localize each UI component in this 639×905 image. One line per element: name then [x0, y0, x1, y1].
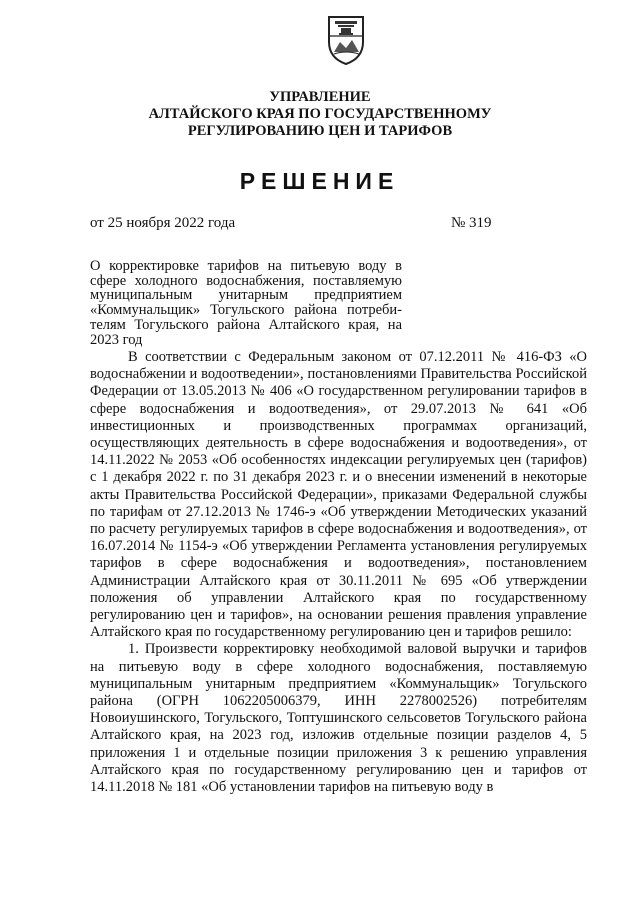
document-subject [90, 259, 402, 347]
subject-line: телям Тогульского района Алтайского края, на [90, 316, 402, 333]
clause-1-paragraph: 1. Произвести корректировку необходимой валовой выручки и тарифов на питьевую воду в сфере холодного водоснабжения, поставляемую муниципальным унитарным предприятием «Коммунальщик» Тогульского района (ОГРН 1062205006379, ИНН 2278002526) потребителям Новоиушинского, Тогульского, Топтушинского сельсоветов Тогульского района Алтайского края, на 2023 год, изложив отдельные позиции разделов 4, 5 приложения 1 и отдельные позиции приложения 3 к решению управления Алтайского края по государственному регулированию цен и тарифов от 14.11.2018 № 181 «Об установлении тарифов на питьевую воду в [90, 641, 587, 796]
subject-line: 2023 год [90, 331, 143, 348]
authority-line: УПРАВЛЕНИЕ [269, 89, 371, 105]
authority-line: АЛТАЙСКОГО КРАЯ ПО ГОСУДАРСТВЕННОМУ [148, 106, 492, 122]
document-date: от 25 ноября 2022 года [90, 215, 236, 231]
document-number: № 319 [451, 215, 492, 231]
document-title: РЕШЕНИЕ [239, 168, 400, 194]
coat-of-arms-icon [326, 14, 366, 66]
subject-line: О корректировке тарифов на питьевую воду в [90, 258, 402, 274]
issuing-authority [100, 89, 540, 140]
document-body [90, 349, 587, 796]
subject-line: сфере холодного водоснабжения, поставляемую [90, 272, 402, 289]
subject-line: муниципальным унитарным предприятием [90, 287, 402, 304]
preamble-paragraph: В соответствии с Федеральным законом от 07.12.2011 № 416-ФЗ «О водоснабжении и водоотведении», постановлениями Правительства Российской Федерации от 13.05.2013 № 406 «О государственном регулировании тарифов в сфере водоснабжения и водоотведения», от 29.07.2013 № 641 «Об инвестиционных и производственных программах организаций, осуществляющих деятельность в сфере водоснабжения и водоотведения», от 14.11.2022 № 2053 «Об особенностях индексации регулируемых цен (тарифов) с 1 декабря 2022 г. по 31 декабря 2023 г. и о внесении изменений в некоторые акты Правительства Российской Федерации», приказами Федеральной службы по тарифам от 27.12.2013 № 1746-э «Об утверждении Методических указаний по расчету регулируемых тарифов в сфере водоснабжения и водоотведения», от 16.07.2014 № 1154-э «Об утверждении Регламента установления регулируемых тарифов в сфере водоснабжения и водоотведения», постановлением Администрации Алтайского края от 30.11.2011 № 695 «Об утверждении положения об управлении Алтайского края по государственному регулированию цен и тарифов», на основании решения правления управление Алтайского края по государственному регулированию цен и тарифов решило: [90, 349, 587, 641]
subject-line: «Коммунальщик» Тогульского района потреби- [90, 302, 402, 319]
authority-line: РЕГУЛИРОВАНИЮ ЦЕН И ТАРИФОВ [187, 123, 453, 139]
